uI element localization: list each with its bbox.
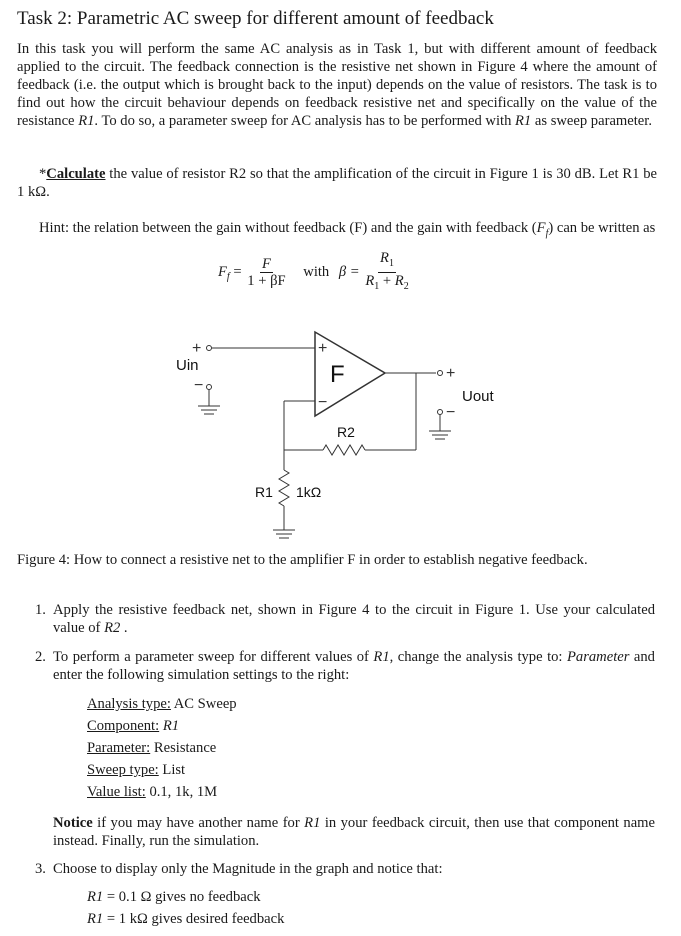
beta-num-sub: 1 [388, 257, 394, 269]
page-title: Task 2: Parametric AC sweep for different amount of feedback [17, 8, 494, 29]
step-2-text-2: , change the analysis type to: [389, 649, 567, 665]
beta-den-r2: R [394, 272, 404, 289]
amp-plus-input: + [318, 340, 328, 357]
setting-value: Resistance [153, 740, 217, 756]
beta-numerator [378, 250, 396, 273]
formula-lhs-sub: f [226, 271, 230, 283]
result-text: = 1 kΩ gives desired feedback [103, 911, 285, 927]
amp-minus-input: − [318, 394, 328, 411]
step-number: 3. [35, 861, 46, 877]
uin-plus-sign: + [192, 340, 202, 357]
result-text: = 0.1 Ω gives no feedback [103, 889, 261, 905]
setting-value: List [162, 762, 186, 778]
setting-parameter [87, 740, 216, 757]
fraction-denominator: 1 + βF [247, 272, 286, 289]
formula-equals: = [233, 263, 242, 280]
uin-minus-terminal [207, 385, 212, 390]
fraction-numerator: F [261, 255, 271, 272]
result-var: R1 [87, 889, 104, 905]
uin-label: Uin [176, 357, 199, 374]
hint-ff: F [536, 220, 546, 236]
result-var: R1 [87, 911, 104, 927]
step-3-text: Choose to display only the Magnitude in the graph and notice that: [53, 861, 443, 877]
setting-sweep-type [87, 762, 185, 779]
fraction-beta [363, 250, 410, 295]
result-desired-feedback [87, 911, 284, 928]
step-2-text-1: To perform a parameter sweep for different values of [53, 649, 374, 665]
beta-den-plus: + [379, 272, 395, 289]
intro-var-r1: R1 [78, 113, 95, 129]
intro-text-2: . To do so, a parameter sweep for AC analysis has to be performed with [94, 113, 516, 129]
beta-den-r2-sub: 2 [403, 280, 409, 292]
uout-plus-sign: + [446, 365, 456, 382]
beta-den-r1: R [365, 272, 375, 289]
setting-label: Analysis type: [87, 696, 171, 712]
setting-value-list [87, 784, 217, 801]
notice-text-1: if you may have another name for [92, 815, 305, 831]
formula-with: with [303, 263, 330, 280]
r1-label: R1 [255, 484, 273, 500]
circuit-diagram [160, 320, 520, 550]
formula-beta: β = [338, 263, 360, 280]
amp-label: F [330, 361, 345, 388]
setting-label: Sweep type: [87, 762, 159, 778]
r2-resistor [323, 445, 365, 455]
intro-text-3: as sweep parameter. [531, 113, 652, 129]
step-number: 1. [35, 602, 46, 618]
step-1-text: Apply the resistive feedback net, shown in Figure 4 to the circuit in Figure 1. Use your calculated value of [53, 602, 655, 636]
uout-minus-terminal [438, 410, 443, 415]
r1-resistor [279, 470, 289, 506]
hint-ff-sub: f [545, 227, 549, 239]
setting-label: Parameter: [87, 740, 151, 756]
setting-value: 0.1, 1k, 1M [149, 784, 218, 800]
beta-denominator [363, 273, 410, 295]
step-2-em: Parameter [566, 649, 630, 665]
uout-label: Uout [462, 388, 494, 405]
beta-num-r: R [380, 250, 389, 266]
calculate-keyword: Calculate [46, 166, 106, 182]
step-number: 2. [35, 649, 46, 665]
step-2-text-3: and enter the following simulation settings to the right: [53, 649, 655, 683]
step-2 [35, 648, 655, 684]
hint-paragraph [17, 219, 657, 243]
uout-minus-sign: − [446, 404, 456, 421]
step-1-var: R2 [104, 620, 121, 636]
step-2-var: R1 [373, 649, 390, 665]
r2-label: R2 [337, 424, 355, 440]
calculate-paragraph [17, 165, 657, 201]
formula-lhs: F [218, 263, 227, 280]
step-1 [35, 601, 655, 637]
step-1-end: . [120, 620, 128, 636]
intro-text-1: In this task you will perform the same AC analysis as in Task 1, but with different amount of feedback applied to the circuit. The feedback connection is the resistive net shown in Figure 4 where the amount of feedback (i.e. the output which is brought back to the input) depends on the value of resistors. The task is to find out how the circuit behaviour depends on feedback resistive net and specifically on the value of the resistance [17, 41, 657, 129]
figure-caption: Figure 4: How to connect a resistive net to the amplifier F in order to establish negative feedback. [17, 552, 588, 568]
hint-text-2: ) can be written as [548, 220, 656, 236]
feedback-formula [218, 250, 411, 295]
hint-text-1: Hint: the relation between the gain without feedback (F) and the gain with feedback ( [39, 220, 537, 236]
intro-var-r1-b: R1 [515, 113, 532, 129]
r1-value: 1kΩ [296, 484, 322, 500]
star-marker: * [39, 166, 47, 182]
setting-label: Value list: [87, 784, 146, 800]
notice-text-2: in your feedback circuit, then use that component name instead. Finally, run the simulation. [53, 815, 655, 849]
uin-plus-terminal [207, 346, 212, 351]
setting-label: Component: [87, 718, 160, 734]
notice-keyword: Notice [53, 815, 93, 831]
setting-value: AC Sweep [173, 696, 237, 712]
step-3 [35, 860, 655, 878]
fraction-gain [245, 256, 287, 289]
intro-paragraph [17, 40, 657, 130]
notice-paragraph [53, 814, 655, 850]
uin-minus-sign: − [194, 377, 204, 394]
setting-analysis-type [87, 696, 237, 713]
setting-value: R1 [162, 718, 180, 734]
uout-plus-terminal [438, 371, 443, 376]
result-no-feedback [87, 889, 261, 906]
notice-var: R1 [304, 815, 321, 831]
calculate-text: the value of resistor R2 so that the amplification of the circuit in Figure 1 is 30 dB. Let R1 be 1 kΩ. [17, 166, 657, 200]
setting-component [87, 718, 179, 735]
beta-den-r1-sub: 1 [374, 280, 380, 292]
